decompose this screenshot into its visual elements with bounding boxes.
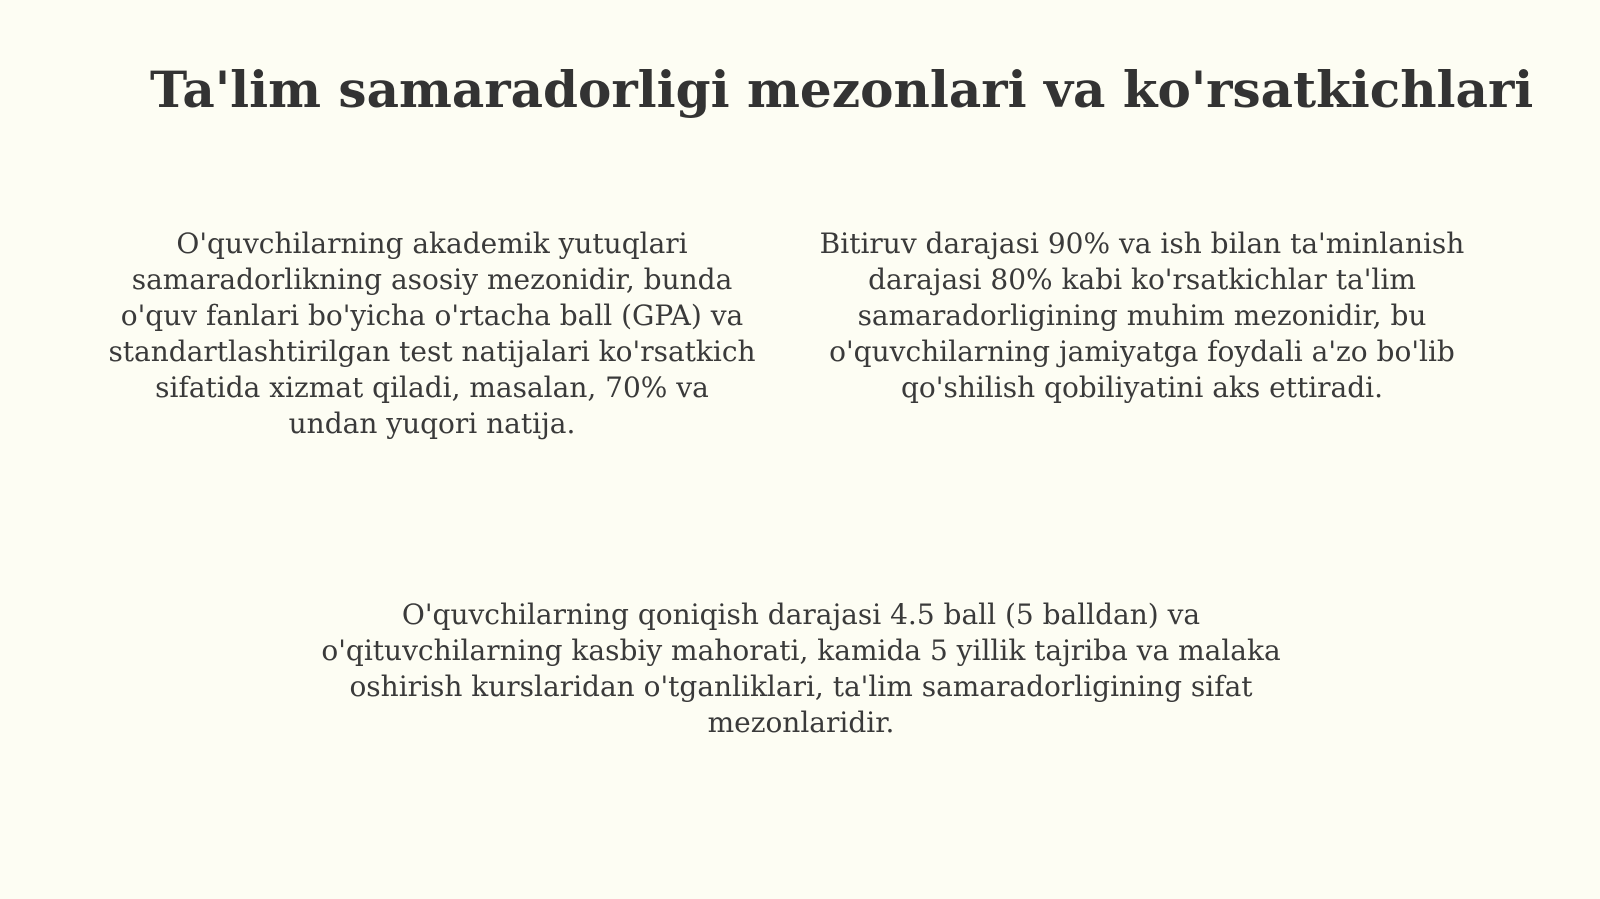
paragraph-satisfaction-quality: O'quvchilarning qoniqish darajasi 4.5 ball (5 balldan) va o'qituvchilarning kasbiy mahorati, kamida 5 yillik tajriba va malaka oshirish kurslaridan o'tganliklari, ta'lim samaradorligining sifat mezonlaridir.	[321, 598, 1281, 739]
paragraph-academic-achievement: O'quvchilarning akademik yutuqlari samaradorlikning asosiy mezonidir, bunda o'quv fanlari bo'yicha o'rtacha ball (GPA) va standartlashtirilgan test natijalari ko'rsatkich sifatida xizmat qiladi, masalan, 70% va undan yuqori natija.	[108, 227, 756, 440]
paragraph-graduation-employment: Bitiruv darajasi 90% va ish bilan ta'minlanish darajasi 80% kabi ko'rsatkichlar ta'lim samaradorligining muhim mezonidir, bu o'quvchilarning jamiyatga foydali a'zo bo'lib qo'shilish qobiliyatini aks ettiradi.	[819, 227, 1465, 404]
slide-title: Ta'lim samaradorligi mezonlari va ko'rsatkichlari	[150, 60, 1534, 119]
